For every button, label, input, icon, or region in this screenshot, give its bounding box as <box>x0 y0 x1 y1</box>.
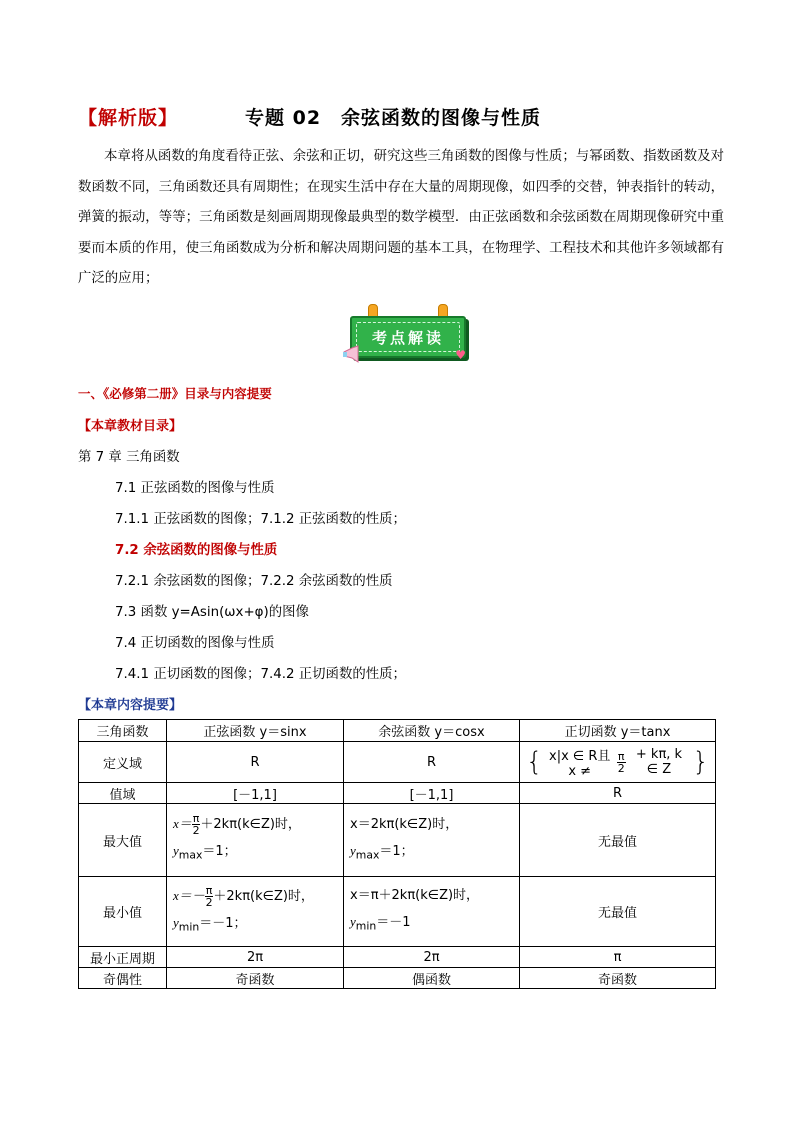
table-cell: R <box>520 783 716 804</box>
subscript: min <box>178 920 200 934</box>
row-label: 最小值 <box>79 877 167 947</box>
fraction-num: π <box>617 749 625 763</box>
header-cell: 余弦函数 y＝cosx <box>344 720 520 742</box>
table-cell <box>167 877 344 947</box>
title-row <box>78 103 718 133</box>
table-cell: 奇函数 <box>520 968 716 989</box>
toc-item: 7.1.1 正弦函数的图像；7.1.2 正弦函数的性质； <box>115 512 406 527</box>
math-text: y <box>350 914 356 930</box>
fraction <box>617 751 626 774</box>
kaodian-badge <box>342 304 470 366</box>
math-text: ＋2kπ(k∈Z)时， <box>200 817 301 833</box>
summary-heading: 【本章内容提要】 <box>78 698 183 713</box>
toc-item: 7.1 正弦函数的图像与性质 <box>115 481 275 496</box>
max-condition <box>173 811 337 838</box>
table-cell: [－1,1] <box>167 783 344 804</box>
tan-domain-set <box>526 745 709 779</box>
fraction-num: π <box>192 812 200 826</box>
toc-item: 7.3 函数 y=Asin(ωx+φ)的图像 <box>115 605 309 620</box>
table-cell: 无最值 <box>520 877 716 947</box>
table-cell: 偶函数 <box>344 968 520 989</box>
row-label: 奇偶性 <box>79 968 167 989</box>
subscript: min <box>355 919 377 933</box>
table-cell <box>344 877 520 947</box>
table-cell: 2π <box>344 947 520 968</box>
table-header-row <box>79 720 716 742</box>
toc-item: 7.4 正切函数的图像与性质 <box>115 636 275 651</box>
math-text: y <box>173 843 179 859</box>
header-cell: 正弦函数 y＝sinx <box>167 720 344 742</box>
toc-item: 7.2.1 余弦函数的图像；7.2.2 余弦函数的性质 <box>115 574 393 589</box>
table-cell <box>520 742 716 783</box>
page-title: 专题 02 余弦函数的图像与性质 <box>245 107 542 129</box>
table-row <box>79 968 716 989</box>
table-row <box>79 783 716 804</box>
fraction-num: π <box>205 883 213 897</box>
row-label: 值域 <box>79 783 167 804</box>
math-text: ＝1； <box>202 844 237 860</box>
max-value <box>350 838 513 869</box>
badge-label: 考点解读 <box>356 322 460 352</box>
header-cell: 正切函数 y＝tanx <box>520 720 716 742</box>
row-label: 定义域 <box>79 742 167 783</box>
table-cell: R <box>167 742 344 783</box>
subscript: max <box>178 848 203 862</box>
header-cell: 三角函数 <box>79 720 167 742</box>
fraction-den: 2 <box>617 761 625 775</box>
table-cell: π <box>520 947 716 968</box>
table-cell <box>344 804 520 877</box>
domain-pre: x|x ∈ R且x ≠ <box>549 749 611 779</box>
section-heading: 一、《必修第二册》目录与内容提要 <box>78 386 272 401</box>
math-text: x＝ <box>173 816 192 832</box>
max-condition: x＝2kπ(k∈Z)时， <box>350 816 459 832</box>
max-value <box>173 838 337 869</box>
table-cell <box>167 804 344 877</box>
table-cell: R <box>344 742 520 783</box>
math-text: y <box>350 842 356 858</box>
min-value <box>173 910 337 941</box>
table-row <box>79 742 716 783</box>
right-brace: } <box>692 747 709 777</box>
left-brace: { <box>526 747 543 777</box>
math-text: ＝1； <box>379 843 414 859</box>
subscript: max <box>355 848 380 862</box>
table-row <box>79 877 716 947</box>
badge-board <box>350 316 466 358</box>
fraction-den: 2 <box>205 895 213 909</box>
heart-icon: ♥ <box>455 348 466 362</box>
table-cell: [－1,1] <box>344 783 520 804</box>
table-cell: 2π <box>167 947 344 968</box>
math-text: y <box>173 914 179 930</box>
chapter-title: 第 7 章 三角函数 <box>78 450 180 465</box>
math-text: ＝－1 <box>376 915 411 931</box>
math-text: x＝－ <box>173 887 205 903</box>
fraction-den: 2 <box>192 824 200 838</box>
table-row <box>79 947 716 968</box>
table-row <box>79 804 716 877</box>
math-text: ＝－1； <box>199 915 247 931</box>
toc-item: 7.4.1 正切函数的图像；7.4.2 正切函数的性质； <box>115 667 406 682</box>
min-condition <box>173 883 337 910</box>
math-text: ＋2kπ(k∈Z)时， <box>213 888 314 904</box>
summary-table <box>78 719 716 989</box>
min-condition: x＝π＋2kπ(k∈Z)时， <box>350 888 480 904</box>
version-tag: 【解析版】 <box>78 107 179 129</box>
row-label: 最大值 <box>79 804 167 877</box>
intro-paragraph: 本章将从函数的角度看待正弦、余弦和正切，研究这些三角函数的图像与性质；与幂函数、指数函数及对数函数不同，三角函数还具有周期性；在现实生活中存在大量的周期现像，如四季的交替，钟表指针的转动，弹簧的振动，等等；三角函数是刻画周期现像最典型的数学模型．由正弦函数和余弦函数在周期现像研究中重要而本质的作用，使三角函数成为分析和解决周期问题的基本工具，在物理学、工程技术和其他许多领域都有广泛的应用； <box>78 149 724 286</box>
table-cell: 奇函数 <box>167 968 344 989</box>
min-value <box>350 909 513 940</box>
toc-heading: 【本章教材目录】 <box>78 419 183 434</box>
row-label: 最小正周期 <box>79 947 167 968</box>
toc-item-current: 7.2 余弦函数的图像与性质 <box>115 543 278 558</box>
table-cell: 无最值 <box>520 804 716 877</box>
megaphone-icon <box>342 344 362 364</box>
domain-post: + kπ, k ∈ Z <box>635 747 683 777</box>
